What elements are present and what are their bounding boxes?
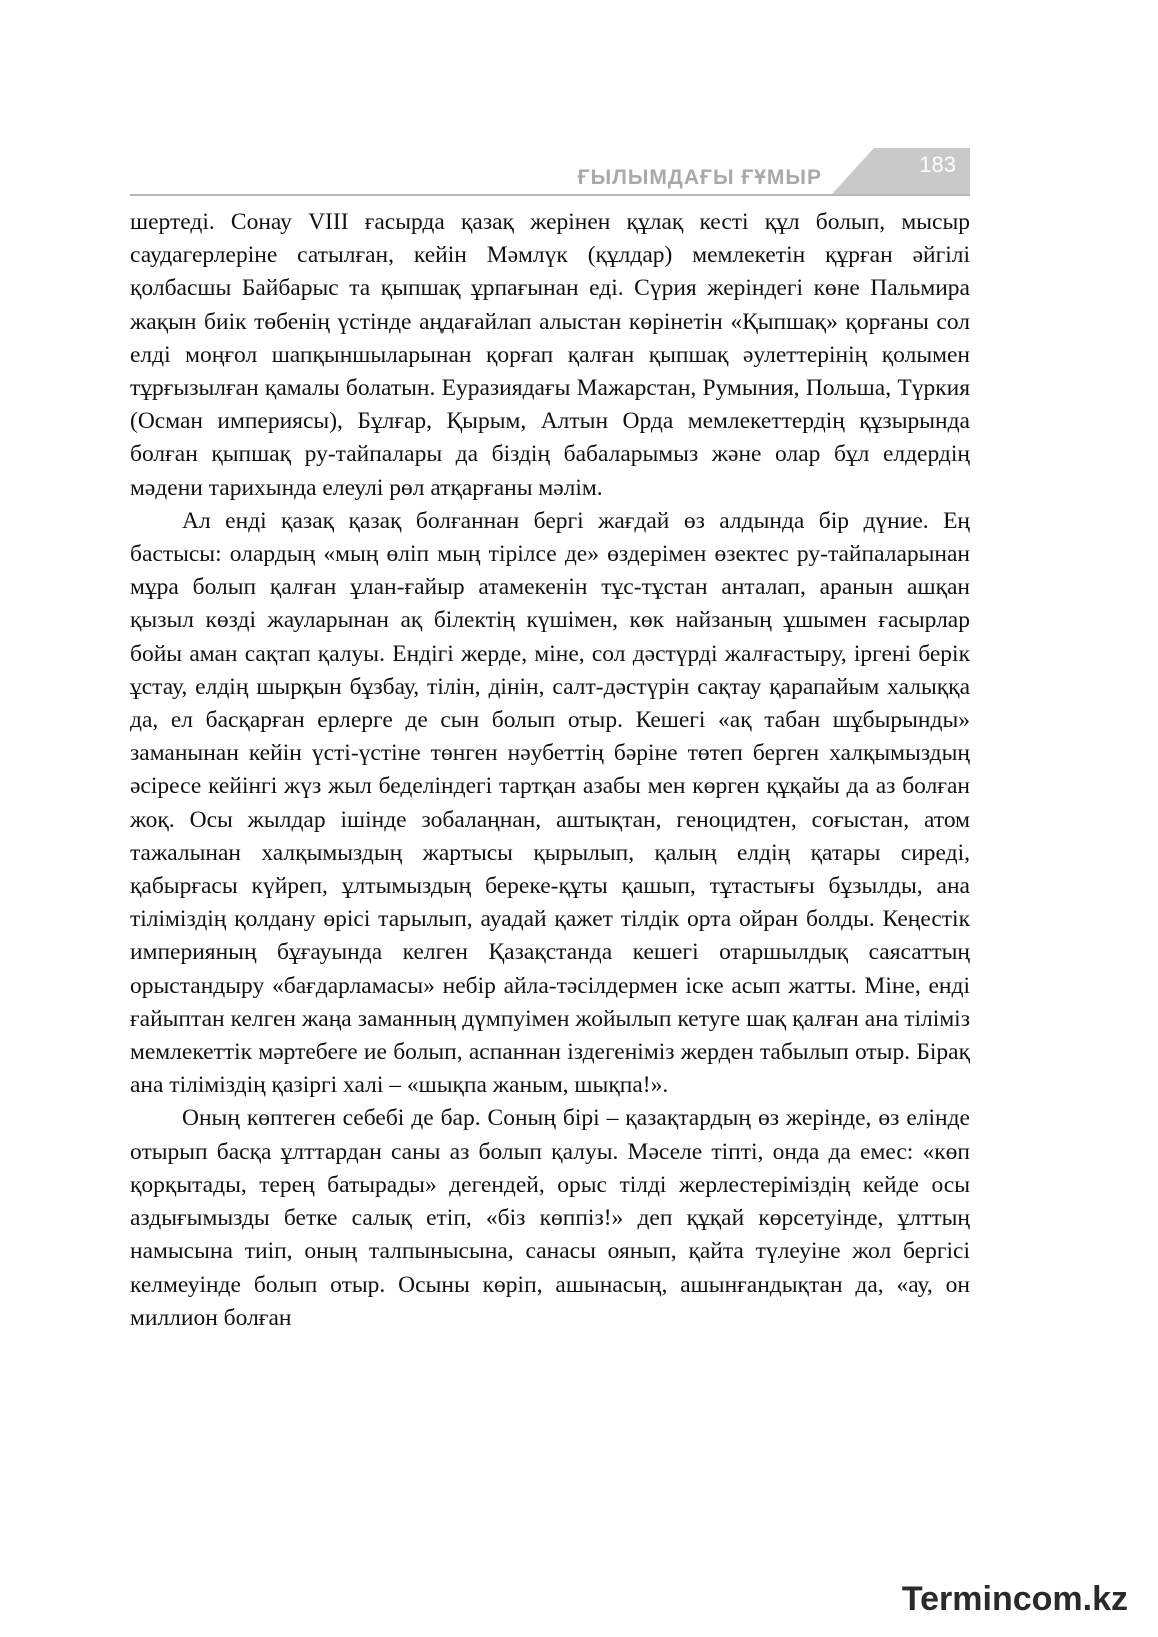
paragraph-2: Ал енді қазақ қазақ болғаннан бергі жағдай өз алдында бір дүние. Ең бастысы: олардың «мың өліп мың тірілсе де» өздерімен өзектес ру-тайпаларынан мұра болып қалған ұлан-ғайыр атамекенін тұс-тұстан анталап, аранын ашқан қызыл көзді жауларынан ақ білектің күшімен, көк найзаның ұшымен ғасырлар бойы аман сақтап қалуы. Ендігі жерде, міне, сол дәстүрді жалғастыру, іргені берік ұстау, елдің шырқын бұзбау, тілін, дінін, салт-дәстүрін сақтау қарапайым халыққа да, ел басқарған ерлерге де сын болып отыр. Кешегі «ақ табан шұбырынды» заманынан кейін үсті-үстіне төнген нәубеттің бәріне төтеп берген халқымыздың әсіресе кейінгі жүз жыл беделіндегі тартқан азабы мен көрген құқайы да аз болған жоқ. Осы жылдар ішінде зобалаңнан, аштықтан, геноцидтен, соғыстан, атом тажалынан халқымыздың жартысы қырылып, қалың елдің қатары сиреді, қабырғасы күйреп, ұлтымыздың береке-құты қашып, тұтастығы бұзылды, ана тіліміздің қолдану өрісі тарылып, ауадай қажет тілдік орта ойран болды. Кеңестік империяның бұғауында келген Қазақстанда кешегі отаршылдық саясаттың орыстандыру «бағдарламасы» небір айла-тәсілдермен іске асып жатты. Міне, енді ғайыптан келген жаңа заманның дүмпуімен жойылып кетуге шақ қалған ана тіліміз мемлекеттік мәртебеге ие болып, аспаннан іздегеніміз жерден табылып отыр. Бірақ ана тіліміздің қазіргі халі – «шықпа жаным, шықпа!». — [130, 507, 970, 1099]
header-title: ҒЫЛЫМДАҒЫ ҒҰМЫР — [577, 166, 822, 189]
page-number: 183 — [919, 152, 956, 177]
watermark-logo: Termincоm.kz — [901, 1580, 1128, 1618]
paragraph-3: Оның көптеген себебі де бар. Соның бірі – қазақтардың өз жерінде, өз елінде отырып басқа ұлттардан саны аз болып қалуы. Мәселе тіпті, онда да емес: «көп қорқытады, терең батырады» дегендей, орыс тілді жерлестеріміздің кейде осы аздығымызды бетке салық етіп, «біз көппіз!» деп құқай көрсетуінде, ұлттың намысына тиіп, оның талпынысына, санасы оянып, қайта түлеуіне жол бергісі келмеуінде болып отыр. Осыны көріп, ашынасың, ашынғандықтан да, «ау, он миллион болған — [130, 1105, 970, 1331]
paragraph-1: шертеді. Сонау VIII ғасырда қазақ жерінен құлақ кесті құл болып, мысыр саудагерлеріне сатылған, кейін Мәмлүк (құлдар) мемлекетін құрған әйгілі қолбасшы Байбарыс та қыпшақ ұрпағынан еді. Сүрия жеріндегі көне Пальмира жақын биік төбенің үстінде аңдағайлап алыстан көрінетін «Қыпшақ» қорғаны сол елді моңғол шапқыншыларынан қорғап қалған қыпшақ әулеттерінің қолымен тұрғызылған қамалы болатын. Еуразиядағы Мажарстан, Румыния, Польша, Түркия (Осман империясы), Бұлғар, Қырым, Алтын Орда мемлекеттердің құзырында болған қыпшақ ру-тайпалары да біздің бабаларымыз және олар бұл елдердің мәдени тарихында елеулі рөл атқарғаны мәлім. — [130, 209, 970, 501]
header-rule — [130, 194, 970, 196]
body-text — [130, 206, 970, 1335]
running-header — [130, 148, 970, 196]
